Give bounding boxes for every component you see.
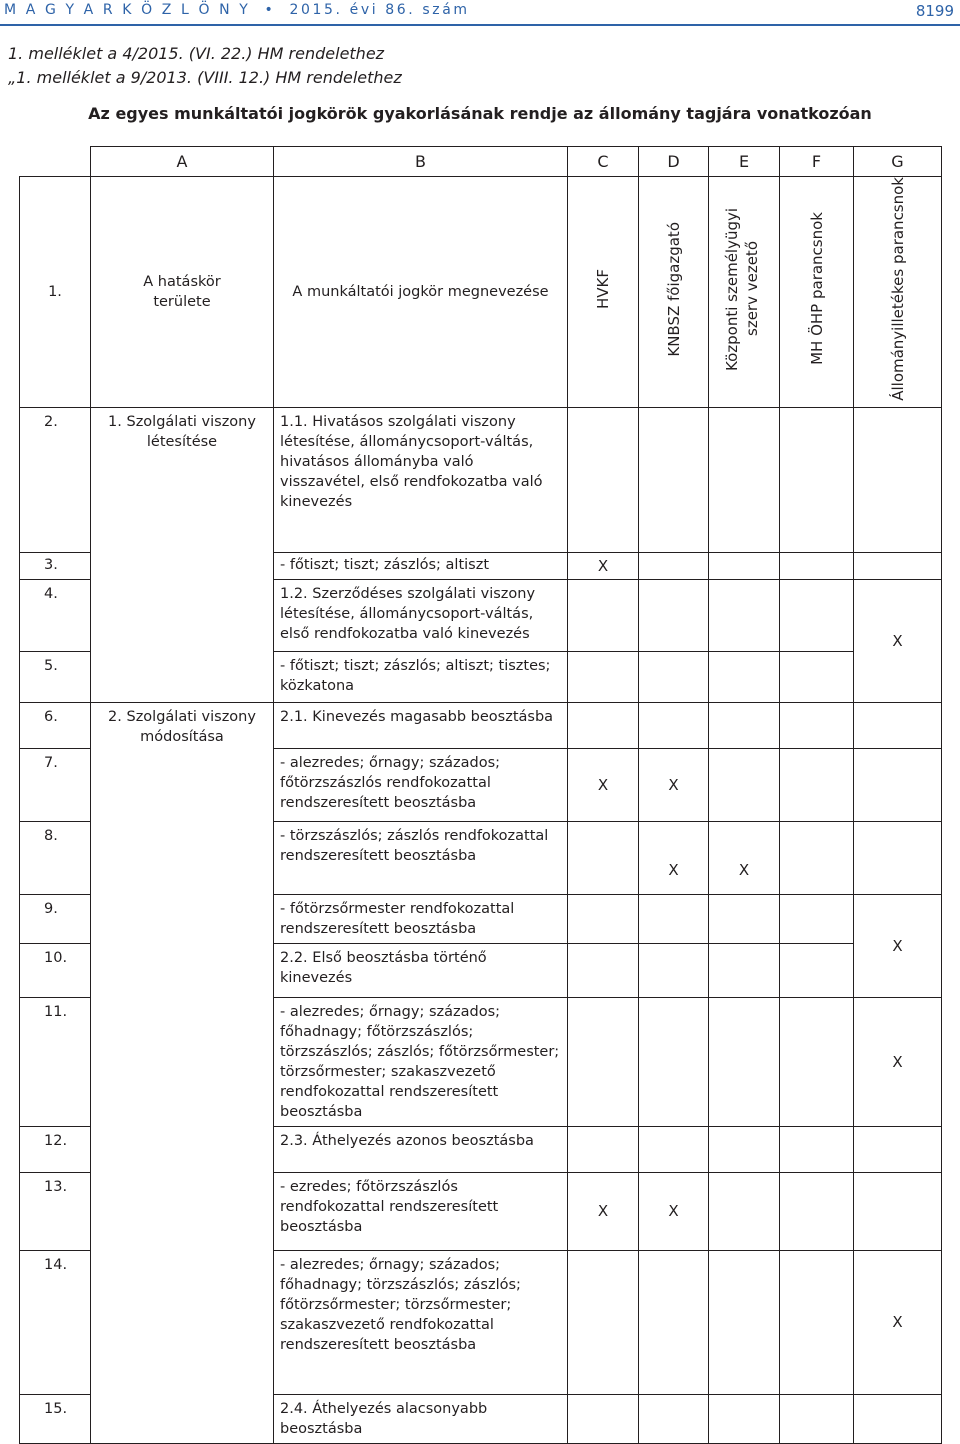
authority-cell: - főtiszt; tiszt; zászlós; altiszt [274, 552, 568, 579]
authority-cell: 1.2. Szerződéses szolgálati viszony létesítése, állománycsoport-váltás, első rendfokozatba való kinevezés [274, 579, 568, 651]
authority-cell: 2.4. Áthelyezés alacsonyabb beosztásba [274, 1394, 568, 1443]
header-authority-name: A munkáltatói jogkör megnevezése [274, 177, 568, 408]
row-number: 1. [20, 177, 91, 408]
x-mark: X [568, 748, 639, 821]
row-number: 8. [20, 821, 91, 894]
row-number: 12. [20, 1126, 91, 1172]
col-letter-a: A [91, 147, 274, 177]
row-number: 6. [20, 702, 91, 748]
scope-cell: 2. Szolgálati viszony módosítása [91, 702, 274, 1443]
authority-cell: - alezredes; őrnagy; százados; főhadnagy; főtörzszászlós; törzszászlós; zászlós; főtörzsőrmester; törzsőrmester; szakaszvezető rendfokozattal rendszeresített beosztásba [274, 997, 568, 1126]
authority-cell: - alezredes; őrnagy; százados; főtörzszászlós rendfokozattal rendszeresített beosztásba [274, 748, 568, 821]
page-number: 8199 [915, 2, 954, 20]
x-mark: X [639, 821, 709, 894]
authority-cell: 2.3. Áthelyezés azonos beosztásba [274, 1126, 568, 1172]
authority-cell: - ezredes; főtörzszászlós rendfokozattal rendszeresített beosztásba [274, 1172, 568, 1250]
authority-cell: - főtörzsőrmester rendfokozattal rendszeresített beosztásba [274, 894, 568, 943]
x-mark: X [568, 1172, 639, 1250]
x-mark: X [854, 1250, 942, 1394]
row-number: 10. [20, 943, 91, 997]
x-mark: X [854, 894, 942, 997]
authority-cell: - alezredes; őrnagy; százados; főhadnagy; törzszászlós; zászlós; főtörzsőrmester; törzsőrmester; szakaszvezető rendfokozattal rendszeresített beosztásba [274, 1250, 568, 1394]
col-letter-c: C [568, 147, 639, 177]
document-title: Az egyes munkáltatói jogkörök gyakorlásának rendje az állomány tagjára vonatkozóan [88, 104, 872, 123]
col-letter-b: B [274, 147, 568, 177]
authority-cell: - törzszászlós; zászlós rendfokozattal rendszeresített beosztásba [274, 821, 568, 894]
row-number: 5. [20, 651, 91, 702]
header-knbsz: KNBSZ főigazgató [664, 221, 683, 357]
journal-header [4, 2, 470, 18]
table-row [20, 407, 942, 552]
row-number: 4. [20, 579, 91, 651]
scope-cell: 1. Szolgálati viszony létesítése [91, 407, 274, 702]
table-row [20, 702, 942, 748]
col-letter-d: D [639, 147, 709, 177]
header-hvkf: HVKF [594, 268, 612, 309]
journal-issue: 2015. évi 86. szám [289, 2, 470, 18]
authority-cell: - főtiszt; tiszt; zászlós; altiszt; tisztes; közkatona [274, 651, 568, 702]
header-mh-ohp: MH ÖHP parancsnok [807, 212, 826, 366]
header-central-hr: Központi személyügyi szerv vezető [723, 207, 761, 371]
x-mark: X [709, 821, 780, 894]
annex-line-1: 1. melléklet a 4/2015. (VI. 22.) HM rendelethez [8, 44, 385, 63]
row-number: 3. [20, 552, 91, 579]
x-mark: X [639, 1172, 709, 1250]
table-header-row [20, 177, 942, 408]
annex-line-2: „1. melléklet a 9/2013. (VIII. 12.) HM rendelethez [8, 68, 402, 87]
x-mark: X [639, 748, 709, 821]
header-allomany: Állományilletékes parancsnok [888, 177, 907, 401]
row-number: 14. [20, 1250, 91, 1394]
authority-cell: 2.1. Kinevezés magasabb beosztásba [274, 702, 568, 748]
journal-name: M A G Y A R K Ö Z L Ö N Y [4, 2, 251, 18]
authority-cell: 1.1. Hivatásos szolgálati viszony létesítése, állománycsoport-váltás, hivatásos állományba való visszavétel, első rendfokozatba való kinevezés [274, 407, 568, 552]
x-mark: X [568, 552, 639, 579]
x-mark: X [854, 579, 942, 702]
row-number: 2. [20, 407, 91, 552]
x-mark: X [854, 997, 942, 1126]
column-letter-row [20, 147, 942, 177]
col-letter-f: F [780, 147, 854, 177]
header-scope: A hatáskör területe [91, 177, 274, 408]
authority-cell: 2.2. Első beosztásba történő kinevezés [274, 943, 568, 997]
col-letter-e: E [709, 147, 780, 177]
col-letter-g: G [854, 147, 942, 177]
row-number: 11. [20, 997, 91, 1126]
authority-table [19, 146, 942, 1444]
row-number: 15. [20, 1394, 91, 1443]
row-number: 9. [20, 894, 91, 943]
header-rule [0, 24, 960, 26]
bullet-separator: • [257, 2, 283, 18]
row-number: 13. [20, 1172, 91, 1250]
row-number: 7. [20, 748, 91, 821]
